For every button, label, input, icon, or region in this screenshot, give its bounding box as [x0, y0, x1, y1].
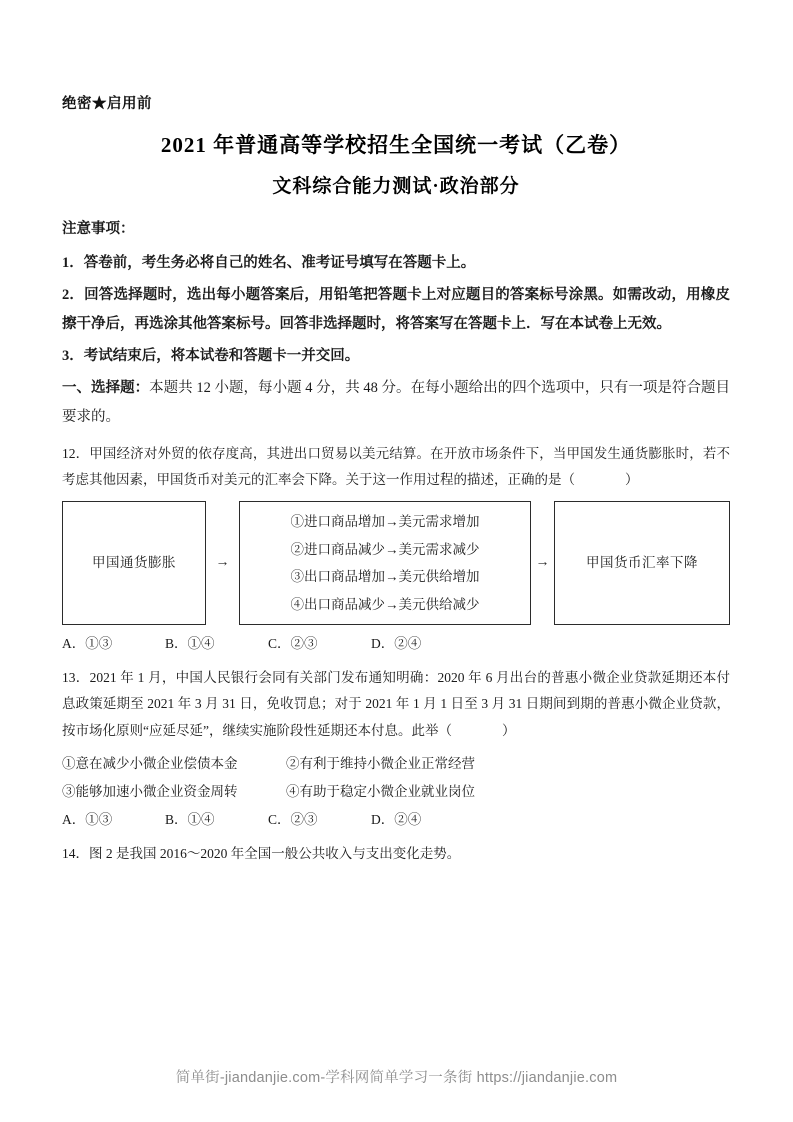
question-13-number: 13．: [62, 670, 90, 686]
page-content: [62, 94, 730, 873]
flow-box-process: [239, 501, 531, 625]
question-12-option-b[interactable]: B．①④: [165, 636, 215, 652]
section-heading: [62, 374, 730, 431]
question-12-number: 12．: [62, 445, 90, 461]
flow-box-result: [554, 501, 730, 625]
question-12-answer-blank: [575, 472, 625, 487]
question-14-number: 14．: [62, 846, 89, 861]
question-12-stem: [62, 441, 730, 494]
question-12-option-d[interactable]: D．②④: [371, 636, 422, 652]
flow-process-line-1: ①进口商品增加→美元需求增加: [290, 514, 480, 530]
question-13-option-c[interactable]: C．②③: [268, 812, 318, 828]
question-13-statement-row-2: [62, 778, 730, 806]
question-12-stem-close: ）: [624, 472, 639, 488]
question-13-options: [62, 807, 730, 833]
question-13-statement-2: ②有利于维持小微企业正常经营: [286, 756, 475, 772]
flow-box-cause-label: 甲国通货膨胀: [92, 555, 176, 571]
flow-box-cause: [62, 501, 206, 625]
footer-watermark: 简单街-jiandanjie.com-学科网简单学习一条街 https://jiandanjie.com: [175, 1070, 618, 1086]
question-12-option-c[interactable]: C．②③: [268, 636, 318, 652]
section-instruction: 本题共 12 小题，每小题 4 分，共 48 分。在每小题给出的四个选项中，只有一项是符合题目要求的。: [62, 380, 731, 425]
question-12-text: 甲国经济对外贸的依存度高，其进出口贸易以美元结算。在开放市场条件下，当甲国发生通货膨胀时，若不考虑其他因素，甲国货币对美元的汇率会下降。关于这一作用过程的描述，正确的是（: [62, 445, 731, 488]
question-13-statement-3: ③能够加速小微企业资金周转: [62, 783, 238, 799]
question-13-text: 2021 年 1 月，中国人民银行会同有关部门发布通知明确：2020 年 6 月出台的普惠小微企业贷款延期还本付息政策延期至 2021 年 3 月 31 日，免收罚息；对于 2021 年 1 月 1 日至 3 月 31 日期间到期的普惠小微企业贷款，按市场化原则“应延尽延”，继续实施阶段性延期还本付息。此举（: [62, 670, 731, 738]
notice-item-3: 3．考试结束后，将本试卷和答题卡一并交回。: [62, 348, 360, 365]
section-label: 一、选择题：: [62, 380, 150, 397]
question-13-statement-row-1: [62, 750, 730, 778]
secrecy-notice: 绝密★启用前: [62, 96, 152, 112]
question-13-answer-blank: [452, 723, 502, 738]
page-subtitle: 文科综合能力测试·政治部分: [272, 176, 520, 198]
page-title: 2021 年普通高等学校招生全国统一考试（乙卷）: [160, 132, 632, 157]
flow-arrow-2-icon: →: [535, 555, 550, 571]
question-13: [62, 665, 730, 833]
notice-item-1: 1．答卷前，考生务必将自己的姓名、准考证号填写在答题卡上。: [62, 255, 476, 272]
question-12-option-a[interactable]: A．①③: [62, 636, 113, 652]
question-12-options: [62, 631, 730, 657]
question-13-statement-4: ④有助于稳定小微企业就业岗位: [286, 783, 475, 799]
flow-arrow-1-icon: →: [215, 555, 230, 571]
question-12-flow-diagram: [62, 501, 730, 625]
question-14-stem: [62, 841, 730, 867]
question-14-text: 图 2 是我国 2016～2020 年全国一般公共收入与支出变化走势。: [89, 846, 461, 861]
question-13-statement-1: ①意在减少小微企业偿债本金: [62, 756, 238, 772]
question-13-option-b[interactable]: B．①④: [165, 812, 215, 828]
flow-process-line-3: ③出口商品增加→美元供给增加: [290, 569, 480, 585]
question-13-option-a[interactable]: A．①③: [62, 812, 113, 828]
flow-box-result-label: 甲国货币汇率下降: [586, 555, 698, 571]
question-12: [62, 441, 730, 657]
flow-process-line-4: ④出口商品减少→美元供给减少: [290, 597, 480, 613]
question-14: [62, 841, 730, 867]
notice-item-2: 2．回答选择题时，选出每小题答案后，用铅笔把答题卡上对应题目的答案标号涂黑。如需改动，用橡皮擦干净后，再选涂其他答案标号。回答非选择题时，将答案写在答题卡上．写在本试卷上无效。: [62, 287, 730, 332]
notice-heading: 注意事项：: [62, 220, 135, 237]
question-13-stem-close: ）: [501, 722, 516, 738]
question-13-option-d[interactable]: D．②④: [371, 812, 422, 828]
question-13-stem: [62, 665, 730, 744]
flow-process-line-2: ②进口商品减少→美元需求减少: [290, 541, 480, 557]
